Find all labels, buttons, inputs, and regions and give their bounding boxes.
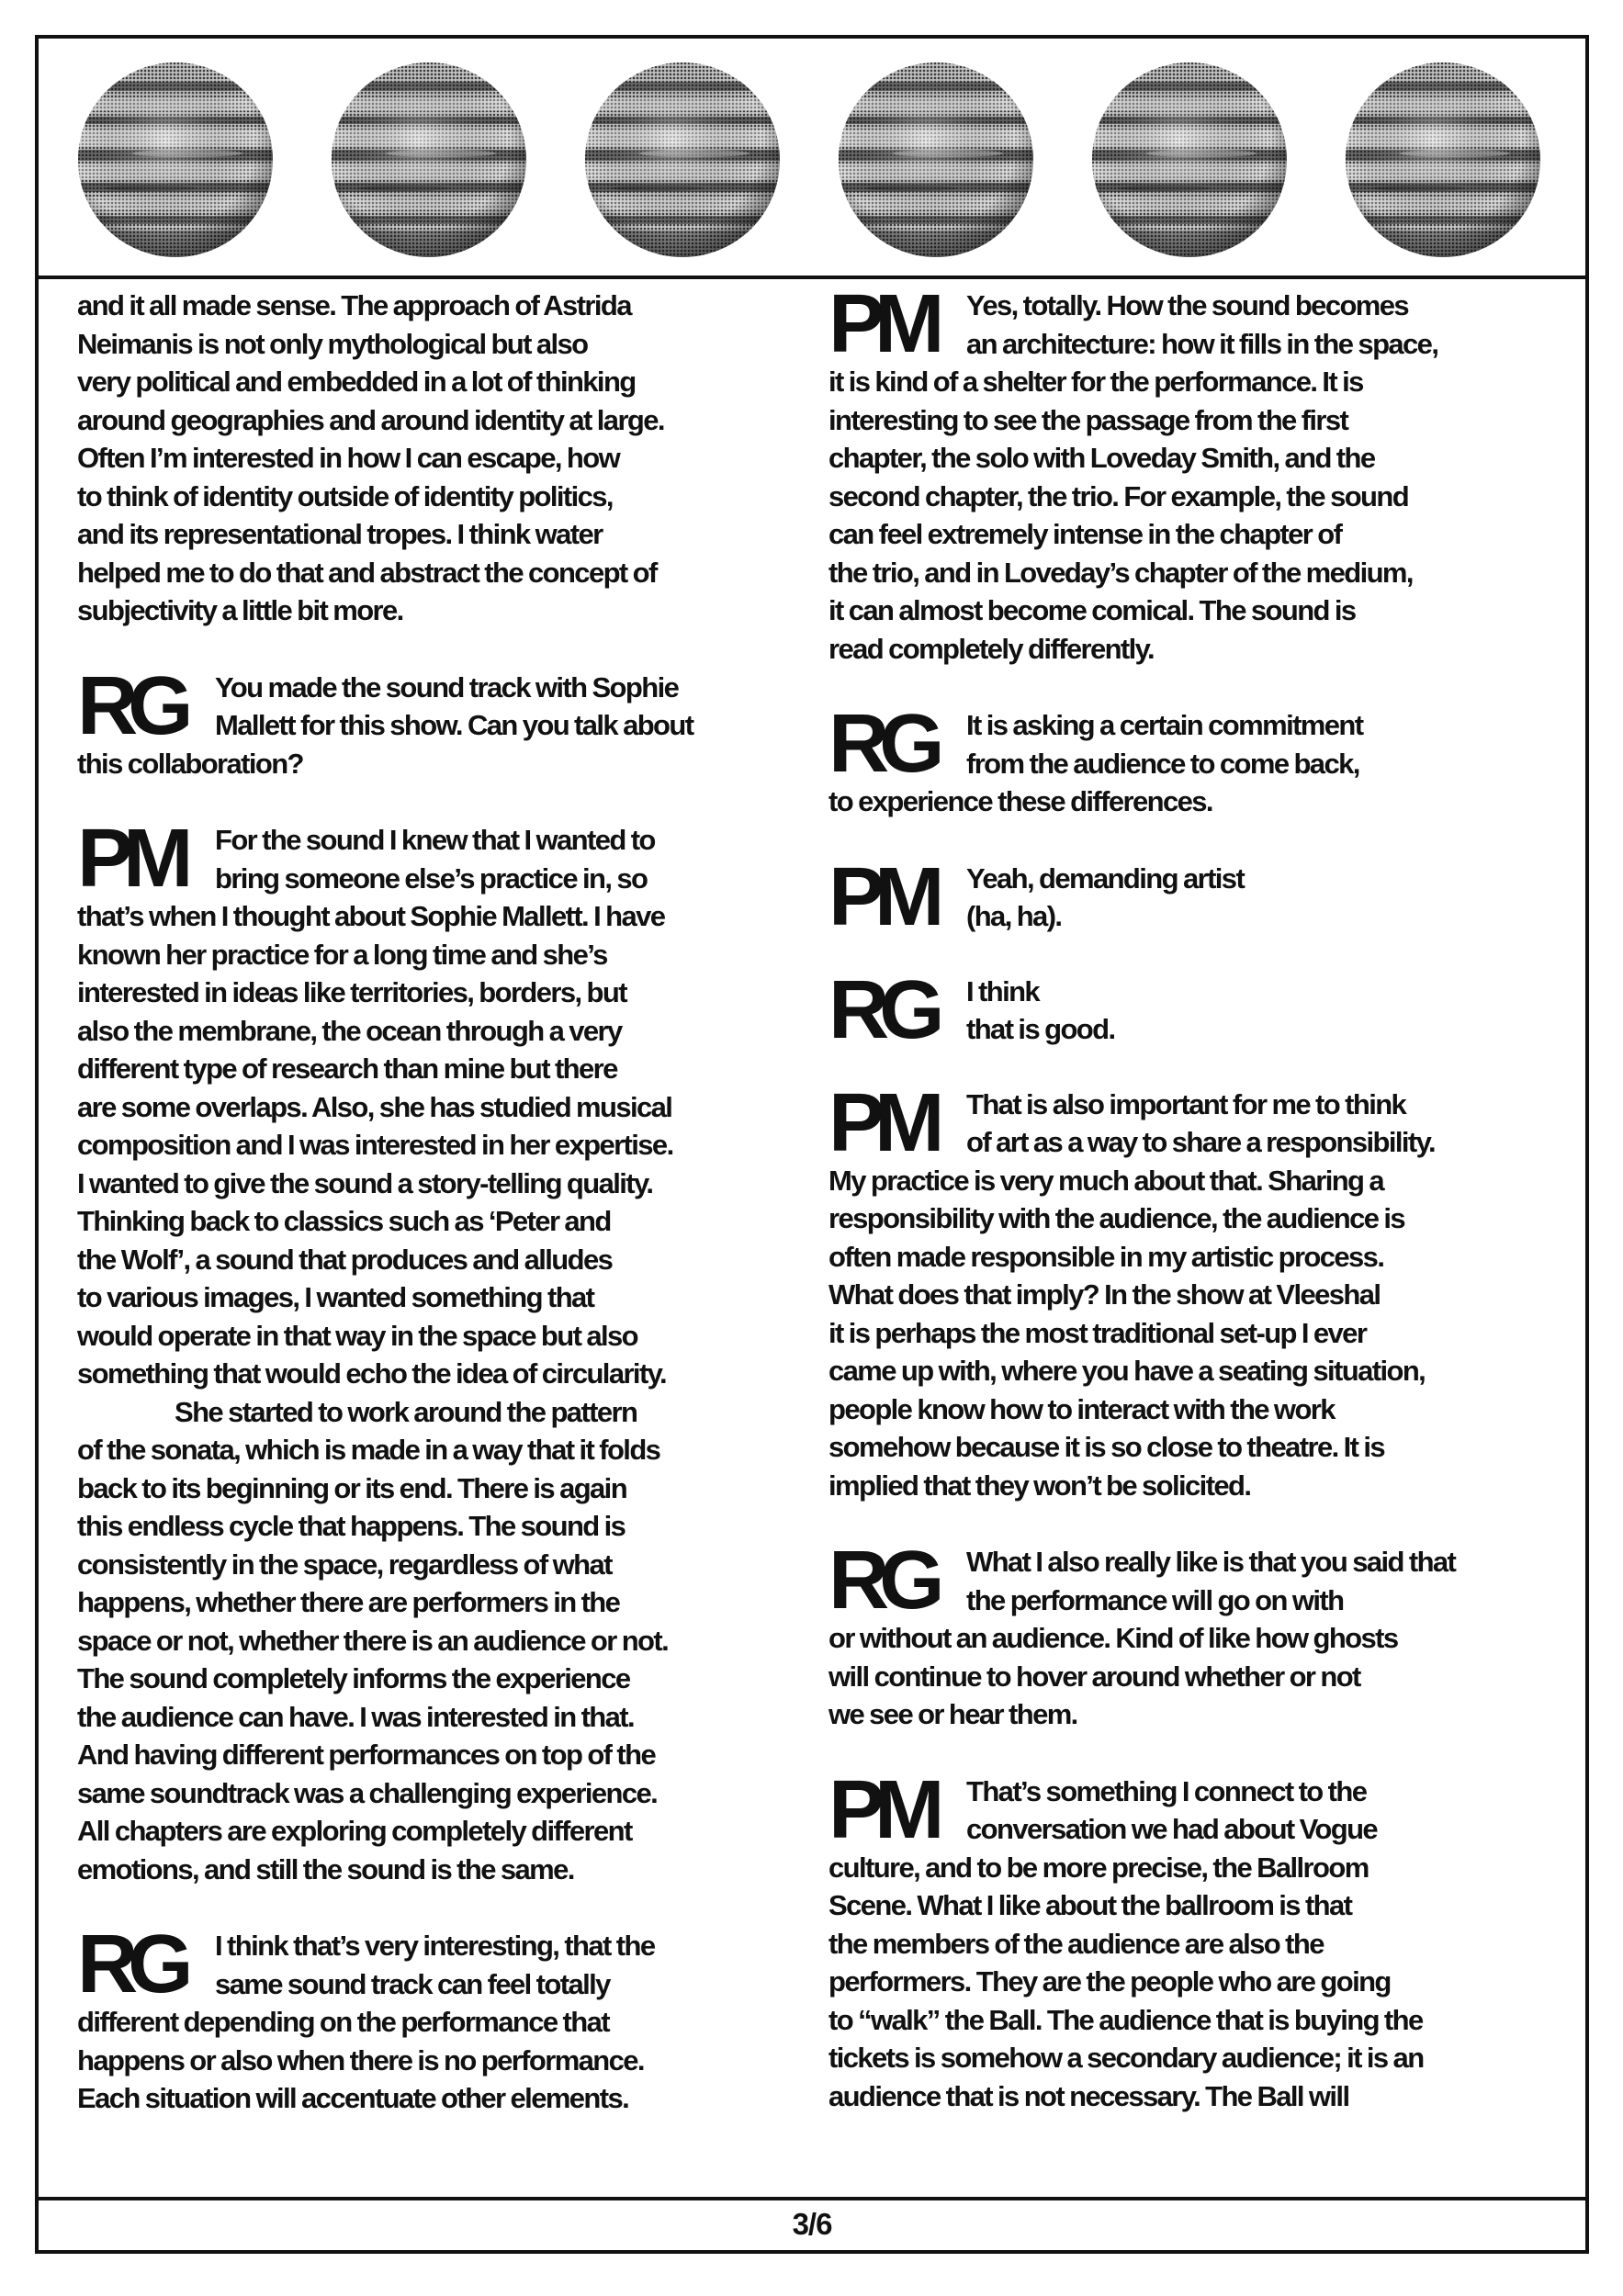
left-column [77, 287, 803, 2118]
speaker-initials: PM [828, 1076, 935, 1169]
question-text: or without an audience. Kind of like how ghosts will continue to hover around whether or not we see or hear them. [828, 1622, 1398, 1730]
speaker-initials: RG [828, 963, 935, 1056]
planet-globe-icon [1345, 62, 1541, 258]
intro-paragraph: and it all made sense. The approach of Astrida Neimanis is not only mythological but also very political and embedded in a lot of thinking around geographies and around identity at large. Often I’m interested in how I can escape, how to think of identity outside of identity politics, and its representational tropes. I think water helped me to do that and abstract the concept of subjectivity a little bit more. [77, 289, 664, 626]
question-lead: I think that is good. [966, 974, 1115, 1045]
speaker-initials: PM [828, 1763, 935, 1856]
speaker-initials: RG [828, 698, 935, 790]
planet-globe-icon [1091, 62, 1288, 258]
question-lead: I think that’s very interesting, that the same sound track can feel totally [215, 1930, 655, 2000]
right-column [828, 278, 1554, 2115]
speaker-initials: PM [828, 850, 935, 943]
question-block [828, 1535, 1554, 1734]
speaker-initials: PM [828, 278, 935, 370]
page-footer [39, 2197, 1585, 2250]
answer-lead: That is also important for me to think of art as a way to share a responsibility. [966, 1087, 1435, 1158]
answer-lead: Yeah, demanding artist (ha, ha). [966, 861, 1245, 932]
answer-text: My practice is very much about that. Sharing a responsibility with the audience, the audience is often made responsible in my artistic process. What does that imply? In the show at Vleeshal it is perhaps the most traditional set-up I ever came up with, where you have a seating situation, people know how to interact with the work somehow because it is so close to theatre. It is implied that they won’t be solicited. [828, 1164, 1426, 1502]
answer-text: that’s when I thought about Sophie Mallett. I have known her practice for a long time and she’s interested in ideas like territories, borders, but also the membrane, the ocean through a very different type of research than mine but there are some overlaps. Also, she has studied musical composition and I was interested in her expertise. I wanted to give the sound a story-telling quality. Thinking back to classics such as ‘Peter and the Wolf’, a sound that produces and alludes to various images, I wanted something that would operate in that way in the space but also something that would echo the idea of circularity. [77, 900, 673, 1390]
answer-lead: That’s something I connect to the conversation we had about Vogue [966, 1774, 1378, 1845]
question-text: different depending on the performance that happens or also when there is no performance. Each situation will accentuate other elements. [77, 2006, 644, 2114]
answer-lead: For the sound I knew that I wanted to bring someone else’s practice in, so [215, 824, 655, 895]
planet-globe-icon [838, 62, 1034, 258]
planet-globe-icon [584, 62, 781, 258]
page-number: 3/6 [792, 2207, 832, 2241]
question-lead: You made the sound track with Sophie Mallett for this show. Can you talk about [215, 670, 693, 741]
question-lead: What I also really like is that you said that the performance will go on with [966, 1546, 1456, 1616]
answer-block [77, 813, 803, 1888]
speaker-initials: RG [77, 1919, 184, 2010]
answer-lead: Yes, totally. How the sound becomes an architecture: how it fills in the space, [966, 289, 1438, 360]
planet-image-band [39, 39, 1585, 279]
question-block [77, 659, 803, 783]
page-frame [35, 35, 1589, 2254]
answer-block [828, 850, 1554, 943]
speaker-initials: PM [77, 813, 184, 905]
question-block [828, 963, 1554, 1056]
question-text: to experience these differences. [828, 785, 1212, 817]
answer-paragraph: of the sonata, which is made in a way that it folds back to its beginning or its end. There is again this endless cycle that happens. The sound is consistently in the space, regardless of what happens, whether there are performers in the space or not, whether there is an audience or not. The sound completely informs the experience the audience can have. I was interested in that. And having different performances on top of the same soundtrack was a challenging experience. All chapters are exploring completely different emotions, and still the sound is the same. [77, 1434, 669, 1885]
planet-globe-icon [77, 62, 274, 258]
question-text: this collaboration? [77, 747, 303, 780]
speaker-initials: RG [828, 1535, 935, 1626]
speaker-initials: RG [77, 659, 184, 752]
answer-block [828, 1763, 1554, 2116]
planet-globe-icon [331, 62, 527, 258]
answer-text: culture, and to be more precise, the Ballroom Scene. What I like about the ballroom is that the members of the audience are also the performers. They are the people who are going to “walk” the Ball. The audience that is buying the tickets is somehow a secondary audience; it is an audience that is not necessary. The Ball will [828, 1851, 1424, 2112]
answer-text: it is kind of a shelter for the performance. It is interesting to see the passage from the first chapter, the solo with Loveday Smith, and the second chapter, the trio. For example, the sound can feel extremely intense in the chapter of the trio, and in Loveday’s chapter of the medium, it can almost become comical. The sound is read completely differently. [828, 366, 1413, 665]
question-block [77, 1919, 803, 2118]
answer-block [828, 278, 1554, 668]
question-block [828, 698, 1554, 821]
question-lead: It is asking a certain commitment from the audience to come back, [966, 709, 1363, 780]
answer-paragraph-first-line: She started to work around the pattern [175, 1395, 637, 1428]
answer-block [828, 1076, 1554, 1505]
